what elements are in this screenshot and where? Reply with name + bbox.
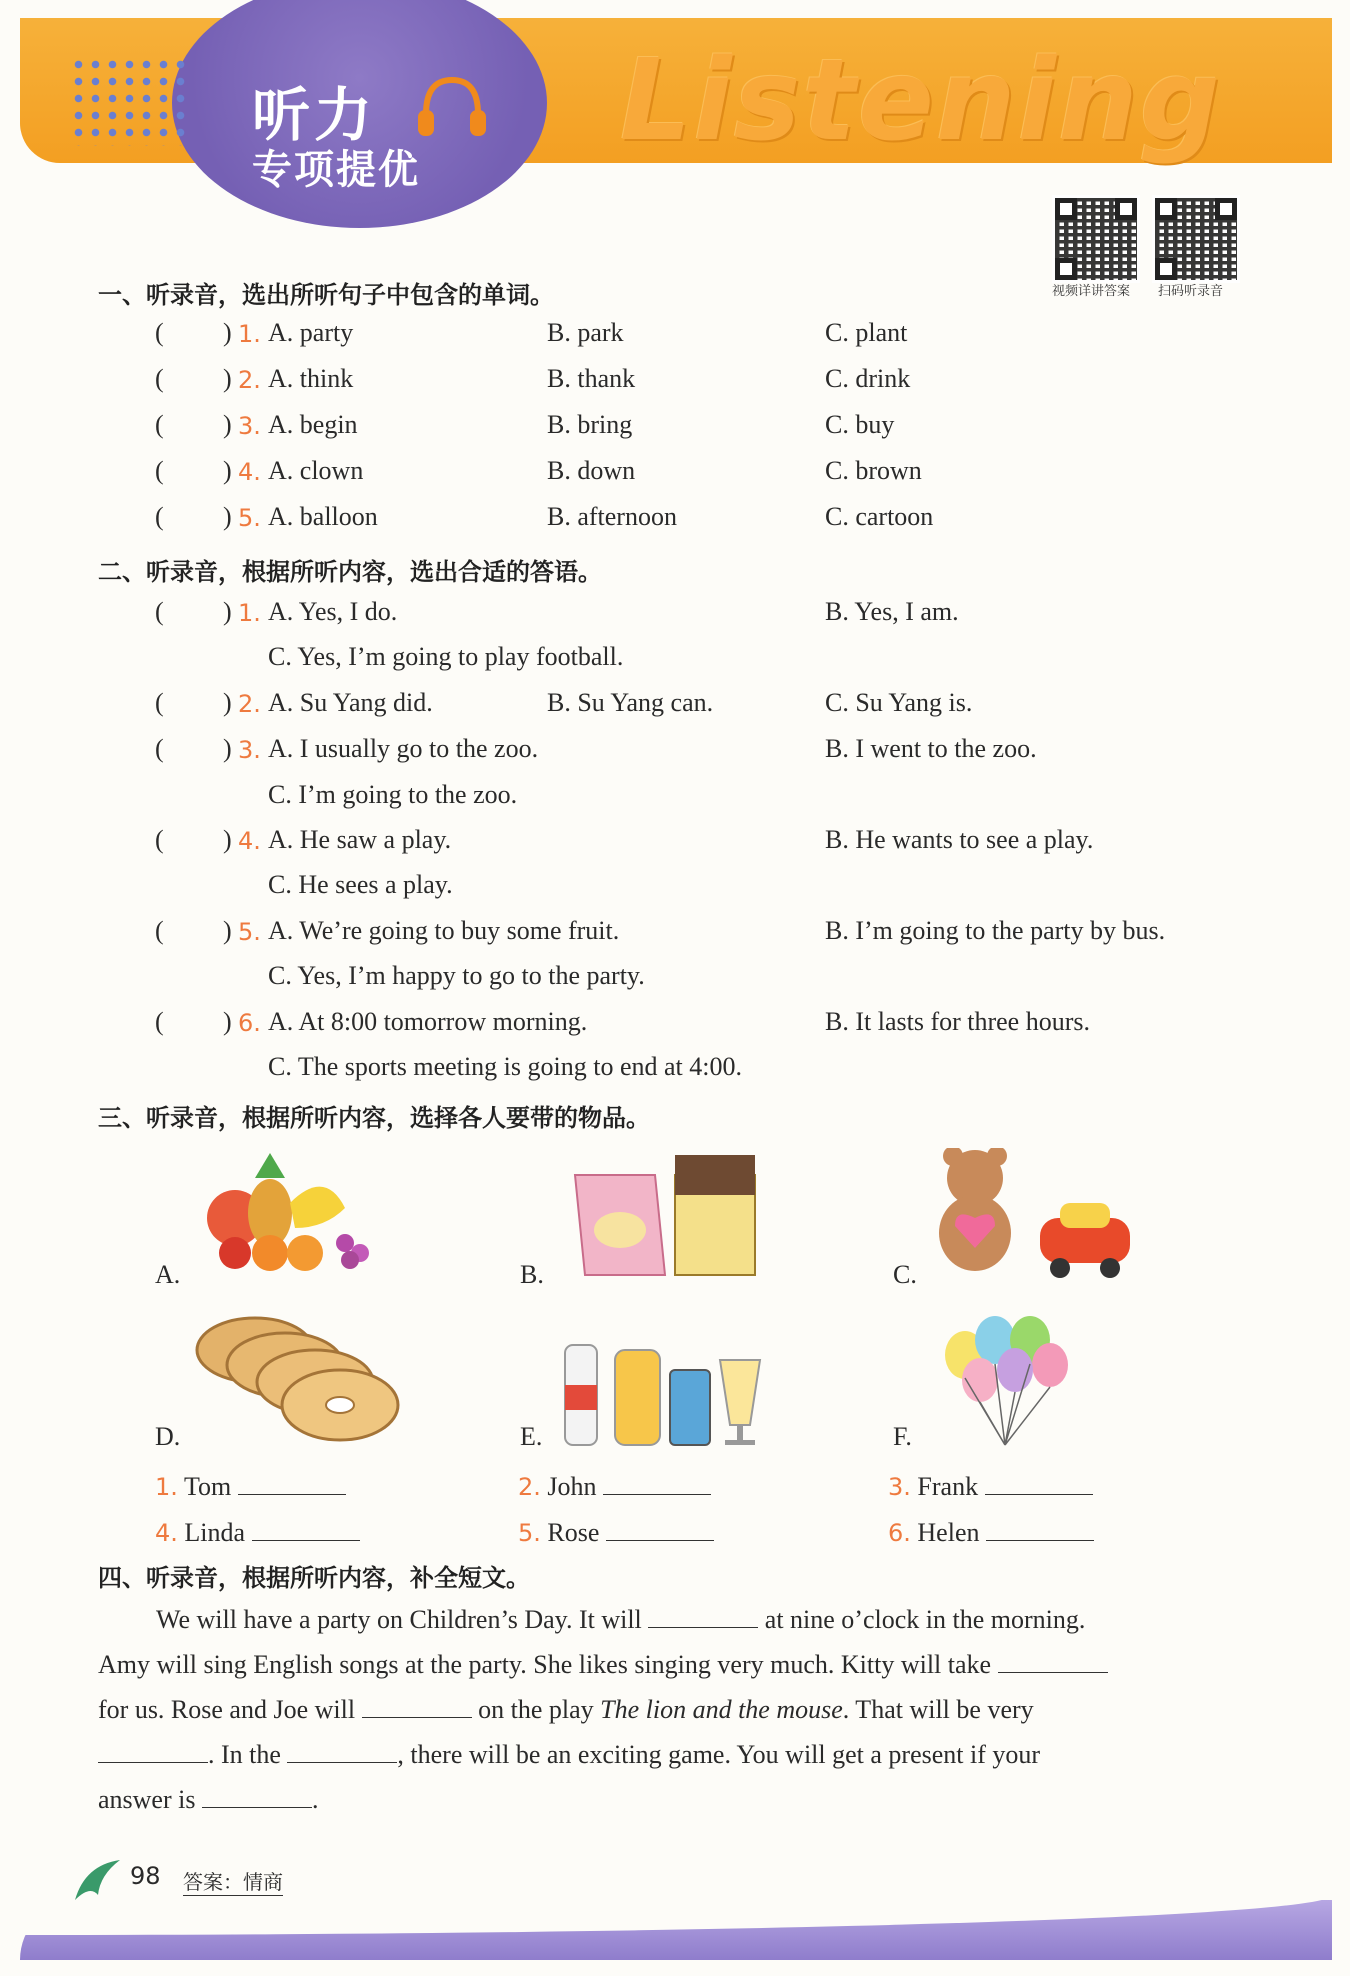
option-b: B. afternoon bbox=[547, 502, 677, 531]
passage-text: for us. Rose and Joe will bbox=[98, 1695, 356, 1724]
answer-blank[interactable] bbox=[252, 1516, 360, 1541]
answer-blank[interactable] bbox=[238, 1470, 346, 1495]
section2-title: 二、听录音，根据所听内容，选出合适的答语。 bbox=[98, 558, 602, 586]
answer-bracket[interactable]: ( bbox=[155, 916, 164, 945]
option-b: B. It lasts for three hours. bbox=[825, 1007, 1091, 1036]
question-number: 3. bbox=[238, 412, 261, 440]
passage bbox=[98, 1597, 1258, 1822]
person-name: John bbox=[547, 1472, 597, 1501]
answer-blank[interactable] bbox=[287, 1738, 397, 1763]
option-b: B. park bbox=[547, 318, 624, 347]
picture-label: F. bbox=[893, 1422, 912, 1451]
option-c: C. buy bbox=[825, 410, 895, 439]
balloons-picture bbox=[935, 1310, 1085, 1450]
option-c: C. drink bbox=[825, 364, 911, 393]
fruit-picture bbox=[195, 1148, 385, 1278]
person-answer bbox=[518, 1516, 714, 1548]
passage-text: , there will be an exciting game. You will get a present if your bbox=[397, 1740, 1041, 1769]
picture-label: B. bbox=[520, 1260, 544, 1289]
option-c: C. brown bbox=[825, 456, 922, 485]
answer-blank[interactable] bbox=[98, 1738, 208, 1763]
question-number: 3. bbox=[888, 1473, 911, 1501]
section4-title: 四、听录音，根据所听内容，补全短文。 bbox=[98, 1564, 530, 1592]
question-number: 1. bbox=[238, 320, 261, 348]
qr-label-answer: 视频详讲答案 bbox=[1052, 284, 1131, 299]
question-number: 2. bbox=[238, 690, 261, 718]
option-c: C. Yes, I’m going to play football. bbox=[268, 642, 624, 671]
answer-bracket: ) bbox=[223, 364, 232, 393]
question-number: 2. bbox=[238, 366, 261, 394]
question-number: 3. bbox=[238, 736, 261, 764]
question-number: 5. bbox=[518, 1519, 541, 1547]
question-number: 4. bbox=[155, 1519, 178, 1547]
answer-bracket[interactable]: ( bbox=[155, 688, 164, 717]
person-answer bbox=[888, 1516, 1094, 1548]
option-a: A. I usually go to the zoo. bbox=[268, 734, 539, 763]
question-number: 1. bbox=[238, 599, 261, 627]
answer-bracket: ) bbox=[223, 597, 232, 626]
answer-bracket: ) bbox=[223, 916, 232, 945]
option-a: A. Yes, I do. bbox=[268, 597, 398, 626]
answer-bracket: ) bbox=[223, 1007, 232, 1036]
option-a: A. He saw a play. bbox=[268, 825, 452, 854]
picture-label: E. bbox=[520, 1422, 543, 1451]
person-name: Linda bbox=[184, 1518, 246, 1547]
answer-blank[interactable] bbox=[362, 1693, 472, 1718]
question-number: 4. bbox=[238, 458, 261, 486]
page-number: 98 bbox=[130, 1862, 161, 1890]
answer-key: 答案：情商 bbox=[183, 1866, 283, 1896]
snack-picture bbox=[555, 1145, 765, 1285]
answer-bracket: ) bbox=[223, 410, 232, 439]
answer-bracket[interactable]: ( bbox=[155, 597, 164, 626]
answer-bracket[interactable]: ( bbox=[155, 410, 164, 439]
answer-blank[interactable] bbox=[648, 1603, 758, 1628]
passage-text: . In the bbox=[208, 1740, 281, 1769]
option-c: C. He sees a play. bbox=[268, 870, 453, 899]
dolphin-icon bbox=[70, 1855, 125, 1905]
qr-code-answer[interactable] bbox=[1052, 195, 1142, 285]
option-c: C. Su Yang is. bbox=[825, 688, 973, 717]
person-answer bbox=[518, 1470, 711, 1502]
answer-bracket[interactable]: ( bbox=[155, 318, 164, 347]
picture-label: D. bbox=[155, 1422, 181, 1451]
toy-picture bbox=[925, 1148, 1140, 1283]
question-number: 5. bbox=[238, 504, 261, 532]
person-answer bbox=[155, 1470, 346, 1502]
passage-text: We will have a party on Children’s Day. It will bbox=[156, 1605, 642, 1634]
option-a: A. begin bbox=[268, 410, 358, 439]
option-a: A. party bbox=[268, 318, 354, 347]
answer-bracket: ) bbox=[223, 688, 232, 717]
question-number: 1. bbox=[155, 1473, 178, 1501]
answer-bracket[interactable]: ( bbox=[155, 1007, 164, 1036]
option-a: A. think bbox=[268, 364, 354, 393]
option-b: B. I’m going to the party by bus. bbox=[825, 916, 1166, 945]
option-b: B. He wants to see a play. bbox=[825, 825, 1094, 854]
passage-text: on the play bbox=[478, 1695, 594, 1724]
option-b: B. down bbox=[547, 456, 636, 485]
section1-title: 一、听录音，选出所听句子中包含的单词。 bbox=[98, 281, 554, 309]
option-a: A. Su Yang did. bbox=[268, 688, 433, 717]
question-number: 6. bbox=[888, 1519, 911, 1547]
option-b: B. I went to the zoo. bbox=[825, 734, 1037, 763]
passage-text: . bbox=[311, 1785, 319, 1814]
passage-text: Amy will sing English songs at the party. She likes singing very much. Kitty will take bbox=[98, 1650, 992, 1679]
answer-blank[interactable] bbox=[606, 1516, 714, 1541]
play-title: The lion and the mouse bbox=[600, 1695, 843, 1724]
qr-code-audio[interactable] bbox=[1152, 195, 1242, 285]
passage-text: . That will be very bbox=[842, 1695, 1034, 1724]
answer-bracket: ) bbox=[223, 502, 232, 531]
person-name: Rose bbox=[547, 1518, 600, 1547]
answer-blank[interactable] bbox=[986, 1516, 1094, 1541]
headphone-icon bbox=[412, 68, 492, 148]
person-answer bbox=[155, 1516, 360, 1548]
answer-bracket[interactable]: ( bbox=[155, 364, 164, 393]
answer-bracket: ) bbox=[223, 825, 232, 854]
answer-bracket: ) bbox=[223, 456, 232, 485]
dot-pattern bbox=[70, 56, 190, 146]
picture-label: C. bbox=[893, 1260, 917, 1289]
question-number: 2. bbox=[518, 1473, 541, 1501]
option-b: B. bring bbox=[547, 410, 633, 439]
person-name: Tom bbox=[183, 1472, 232, 1501]
section3-title: 三、听录音，根据所听内容，选择各人要带的物品。 bbox=[98, 1104, 650, 1132]
option-a: A. We’re going to buy some fruit. bbox=[268, 916, 620, 945]
person-name: Helen bbox=[917, 1518, 980, 1547]
header-subtitle: 专项提优 bbox=[252, 147, 420, 193]
answer-bracket[interactable]: ( bbox=[155, 734, 164, 763]
option-c: C. cartoon bbox=[825, 502, 934, 531]
drinks-picture bbox=[555, 1310, 765, 1450]
answer-bracket[interactable]: ( bbox=[155, 456, 164, 485]
question-number: 5. bbox=[238, 918, 261, 946]
option-c: C. I’m going to the zoo. bbox=[268, 780, 518, 809]
option-a: A. balloon bbox=[268, 502, 378, 531]
header-watermark: Listening bbox=[620, 36, 1222, 166]
option-b: B. Su Yang can. bbox=[547, 688, 714, 717]
question-number: 4. bbox=[238, 827, 261, 855]
cd-picture bbox=[195, 1310, 405, 1450]
answer-blank[interactable] bbox=[998, 1648, 1108, 1673]
answer-bracket[interactable]: ( bbox=[155, 825, 164, 854]
passage-text: answer is bbox=[98, 1785, 196, 1814]
answer-blank[interactable] bbox=[985, 1470, 1093, 1495]
answer-blank[interactable] bbox=[603, 1470, 711, 1495]
answer-bracket: ) bbox=[223, 318, 232, 347]
answer-bracket: ) bbox=[223, 734, 232, 763]
option-c: C. Yes, I’m happy to go to the party. bbox=[268, 961, 645, 990]
option-b: B. thank bbox=[547, 364, 636, 393]
page-header bbox=[20, 18, 1332, 193]
option-c: C. The sports meeting is going to end at 4:00. bbox=[268, 1052, 742, 1081]
option-a: A. At 8:00 tomorrow morning. bbox=[268, 1007, 588, 1036]
answer-bracket[interactable]: ( bbox=[155, 502, 164, 531]
person-name: Frank bbox=[917, 1472, 979, 1501]
passage-text: at nine o’clock in the morning. bbox=[764, 1605, 1086, 1634]
option-b: B. Yes, I am. bbox=[825, 597, 959, 626]
answer-blank[interactable] bbox=[202, 1783, 312, 1808]
header-title: 听力 bbox=[252, 81, 377, 149]
qr-label-audio: 扫码听录音 bbox=[1158, 284, 1224, 299]
question-number: 6. bbox=[238, 1009, 261, 1037]
option-c: C. plant bbox=[825, 318, 908, 347]
picture-label: A. bbox=[155, 1260, 181, 1289]
option-a: A. clown bbox=[268, 456, 364, 485]
person-answer bbox=[888, 1470, 1093, 1502]
